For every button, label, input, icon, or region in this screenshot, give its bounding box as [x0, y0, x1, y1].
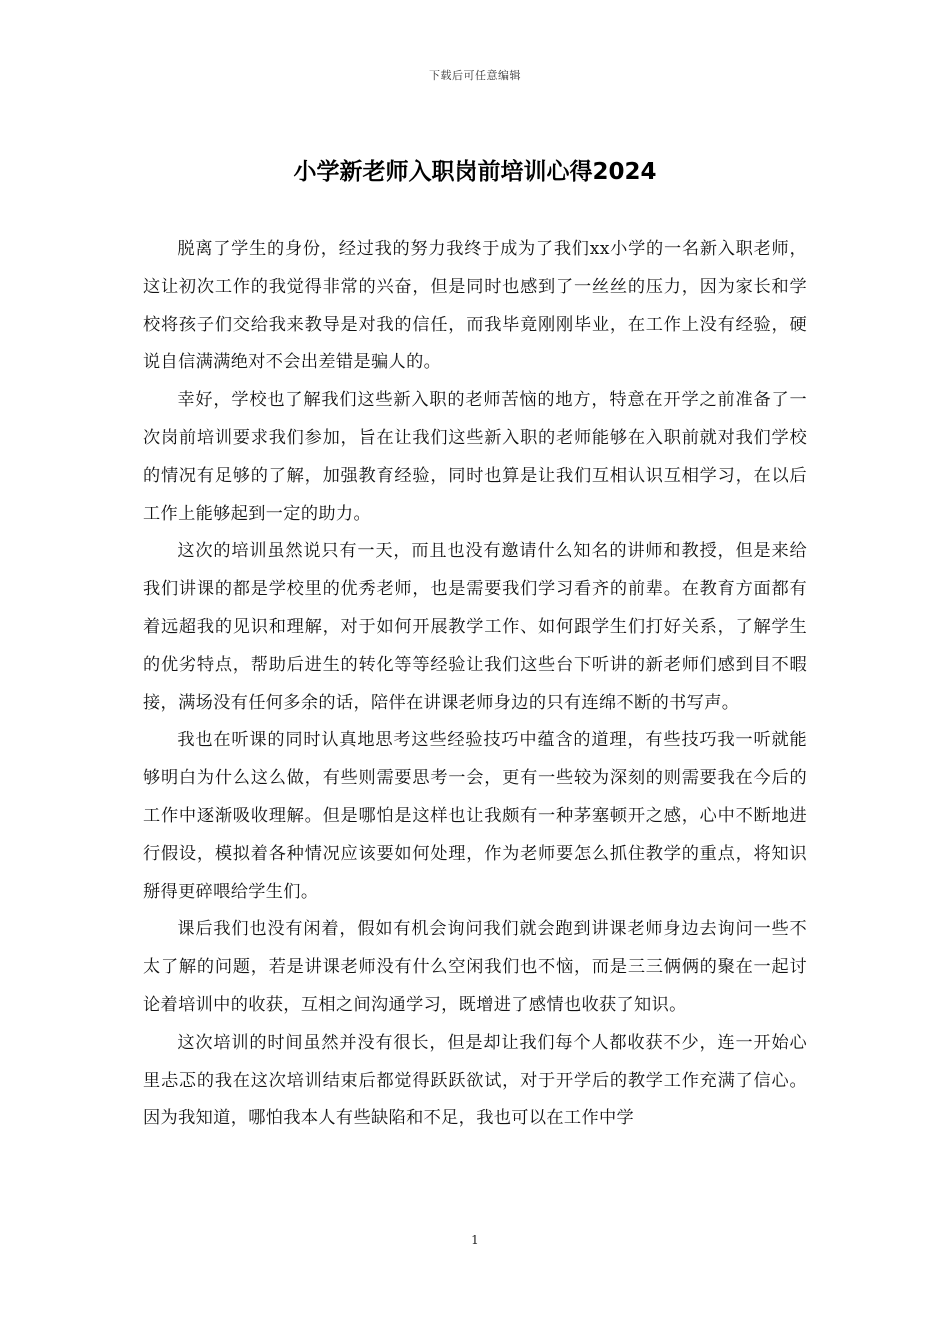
paragraph: 课后我们也没有闲着，假如有机会询问我们就会跑到讲课老师身边去询问一些不太了解的问题，若是讲课老师没有什么空闲我们也不恼，而是三三俩俩的聚在一起讨论着培训中的收获，互相之间沟通学习，既增进了感情也收获了知识。 [143, 919, 807, 1015]
page-number: 1 [471, 1233, 479, 1247]
paragraph: 脱离了学生的身份，经过我的努力我终于成为了我们xx小学的一名新入职老师，这让初次工作的我觉得非常的兴奋，但是同时也感到了一丝丝的压力，因为家长和学校将孩子们交给我来教导是对我的信任，而我毕竟刚刚毕业，在工作上没有经验，硬说自信满满绝对不会出差错是骗人的。 [143, 239, 807, 373]
document-body [143, 231, 807, 1138]
document-title: 小学新老师入职岗前培训心得2024 [293, 159, 657, 185]
paragraph: 幸好，学校也了解我们这些新入职的老师苦恼的地方，特意在开学之前准备了一次岗前培训要求我们参加，旨在让我们这些新入职的老师能够在入职前就对我们学校的情况有足够的了解，加强教育经验，同时也算是让我们互相认识互相学习，在以后工作上能够起到一定的助力。 [143, 390, 807, 524]
paragraph: 这次的培训虽然说只有一天，而且也没有邀请什么知名的讲师和教授，但是来给我们讲课的都是学校里的优秀老师，也是需要我们学习看齐的前辈。在教育方面都有着远超我的见识和理解，对于如何开展教学工作、如何跟学生们打好关系，了解学生的优劣特点，帮助后进生的转化等等经验让我们这些台下听讲的新老师们感到目不暇接，满场没有任何多余的话，陪伴在讲课老师身边的只有连绵不断的书写声。 [143, 541, 807, 713]
paragraph: 我也在听课的同时认真地思考这些经验技巧中蕴含的道理，有些技巧我一听就能够明白为什么这么做，有些则需要思考一会，更有一些较为深刻的则需要我在今后的工作中逐渐吸收理解。但是哪怕是这样也让我颇有一种茅塞顿开之感，心中不断地进行假设，模拟着各种情况应该要如何处理，作为老师要怎么抓住教学的重点，将知识掰得更碎喂给学生们。 [143, 730, 807, 902]
paragraph: 这次培训的时间虽然并没有很长，但是却让我们每个人都收获不少，连一开始心里忐忑的我在这次培训结束后都觉得跃跃欲试，对于开学后的教学工作充满了信心。因为我知道，哪怕我本人有些缺陷和不足，我也可以在工作中学 [143, 1032, 807, 1129]
page-header-note: 下载后可任意编辑 [429, 69, 521, 82]
